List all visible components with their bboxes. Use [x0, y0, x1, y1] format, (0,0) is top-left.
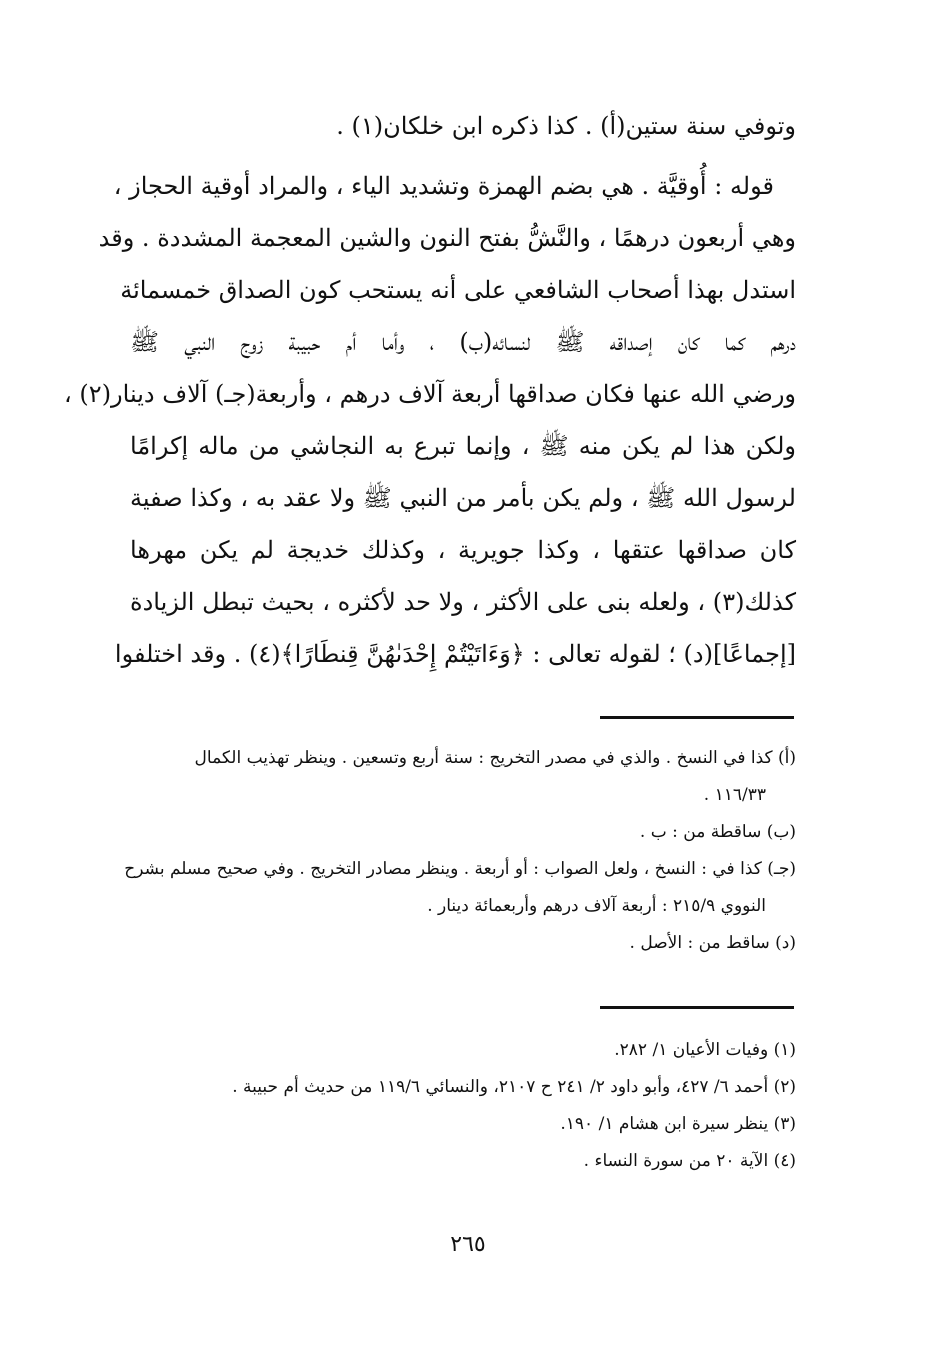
body-line: وتوفي سنة ستين(أ) . كذا ذكره ابن خلكان(١) . [336, 112, 796, 140]
page-number: ٢٦٥ [450, 1232, 486, 1257]
footnote-continuation: النووي ٢١٥/٩ : أربعة آلاف درهم وأربعمائة دينار . [427, 896, 766, 916]
footnote: (جـ) كذا في : النسخ ، ولعل الصواب : أو أربعة . وينظر مصادر التخريج . وفي صحيح مسلم بشرح [124, 859, 796, 879]
body-line: كذلك(٣) ، ولعله بنى على الأكثر ، ولا حد لأكثره ، بحيث تبطل الزيادة [130, 588, 797, 616]
source-footnotes [130, 1032, 796, 1180]
body-line: [إجماعًا](د) ؛ لقوله تعالى : ﴿وَءَاتَيْتُمْ إِحْدَىٰهُنَّ قِنطَارًا﴾(٤) . وقد اختلفوا [114, 640, 796, 668]
body-line: وهي أربعون درهمًا ، والنَّشُّ بفتح النون والشين المعجمة المشددة . وقد [98, 224, 796, 252]
variant-footnotes [124, 740, 796, 962]
body-line: استدل بهذا أصحاب الشافعي على أنه يستحب كون الصداق خمسمائة [120, 276, 796, 304]
footnote: (٢) أحمد ٦/ ٤٢٧، وأبو داود ٢/ ٢٤١ ح ٢١٠٧، والنسائي ١١٩/٦ من حديث أم حبيبة . [232, 1077, 796, 1097]
footnote-continuation: ١١٦/٣٣ . [703, 785, 766, 805]
body-line: ولكن هذا لم يكن منه ﷺ ، وإنما تبرع به النجاشي من ماله إكرامًا [130, 432, 796, 460]
main-text [64, 100, 797, 680]
footnote: (أ) كذا في النسخ . والذي في مصدر التخريج : سنة أربع وتسعين . وينظر تهذيب الكمال [194, 748, 796, 768]
body-line: درهم كما كان إصداقه ﷺ لنسائه(ب) ، وأما أم حبيبة زوج النبي ﷺ [130, 328, 796, 356]
footnote: (٤) الآية ٢٠ من سورة النساء . [583, 1151, 796, 1171]
footnote: (د) ساقط من : الأصل . [629, 933, 796, 953]
footnote-divider [600, 716, 794, 719]
footnote: (٣) ينظر سيرة ابن هشام ١/ ١٩٠. [560, 1114, 796, 1134]
body-line: قوله : أُوقيَّة . هي بضم الهمزة وتشديد الياء ، والمراد أوقية الحجاز ، [113, 172, 774, 200]
footnote: (١) وفيات الأعيان ١/ ٢٨٢. [614, 1040, 796, 1060]
footnote: (ب) ساقطة من : ب . [639, 822, 796, 842]
footnote-divider [600, 1006, 794, 1009]
body-line: لرسول الله ﷺ ، ولم يكن بأمر من النبي ﷺ ولا عقد به ، وكذا صفية [130, 484, 796, 512]
body-line: ورضي الله عنها فكان صداقها أربعة آلاف درهم ، وأربعة(جـ) آلاف دينار(٢) ، [64, 380, 796, 408]
body-line: كان صداقها عتقها ، وكذا جويرية ، وكذلك خديجة لم يكن مهرها [130, 536, 796, 564]
